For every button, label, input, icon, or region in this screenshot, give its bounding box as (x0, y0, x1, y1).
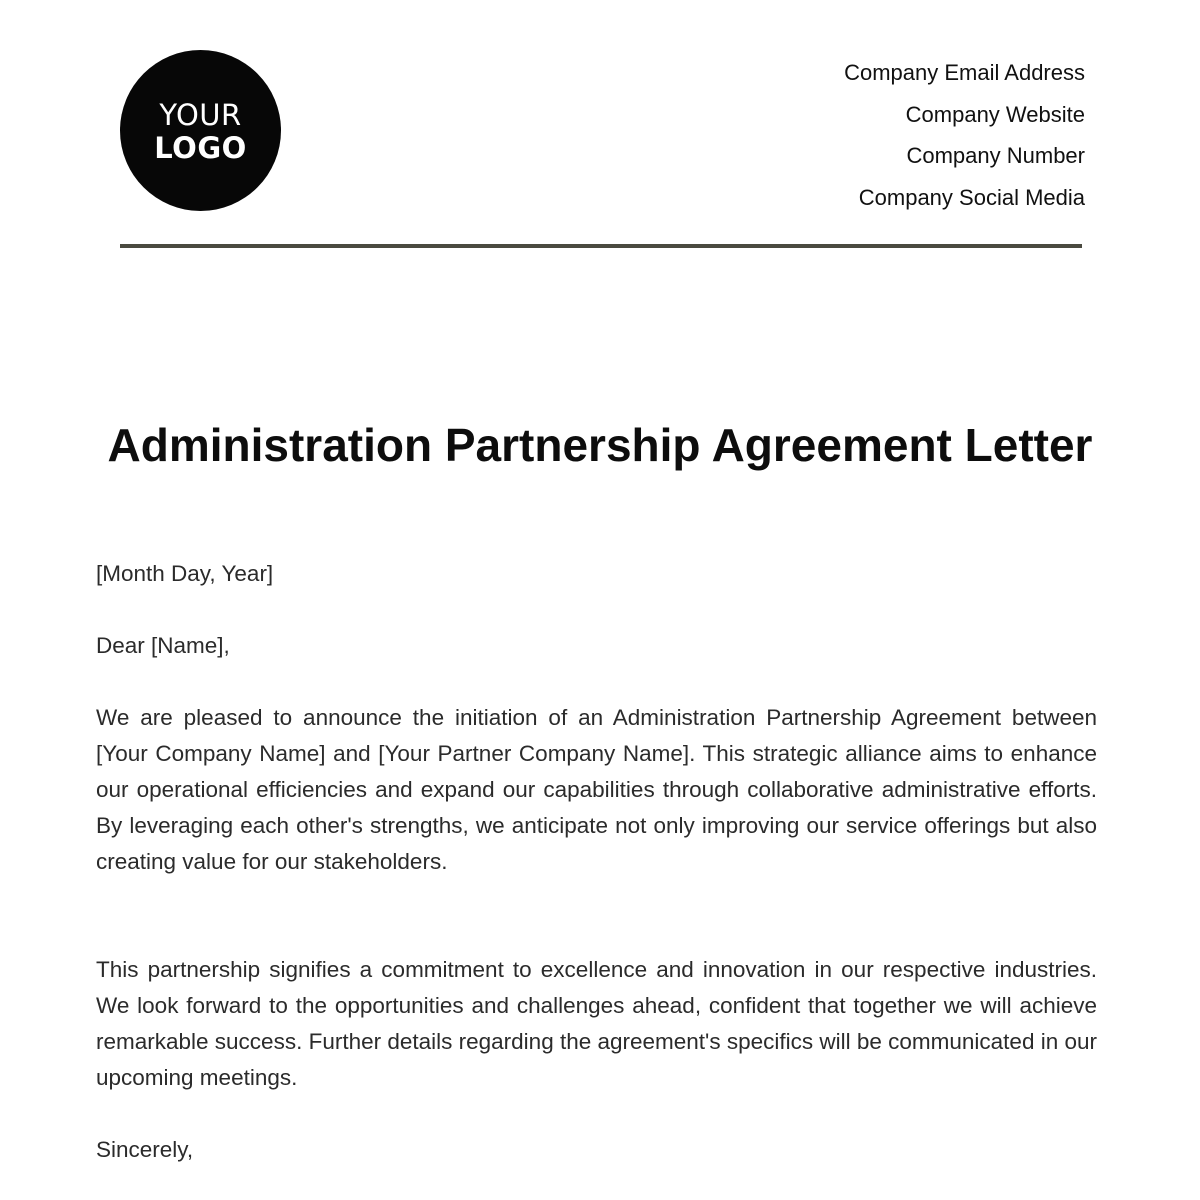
letter-paragraph-1: We are pleased to announce the initiation of an Administration Partnership Agreement between [Your Company Name] and [Your Partner Company Name]. This strategic alliance aims to enhance our operational efficiencies and expand our capabilities through collaborative administrative efforts. By leveraging each other's strengths, we anticipate not only improving our service offerings but also creating value for our stakeholders. (96, 705, 1097, 874)
company-number: Company Number (906, 143, 1085, 169)
letter-closing: Sincerely, (96, 1137, 194, 1162)
header-divider (120, 244, 1082, 248)
letter-paragraph-2: This partnership signifies a commitment to excellence and innovation in our respective industries. We look forward to the opportunities and challenges ahead, confident that together we will achieve remarkable success. Further details regarding the agreement's specifics will be communicated in our upcoming meetings. (96, 957, 1097, 1090)
company-contact-block (844, 52, 1085, 219)
logo-text-logo: LOGO (154, 130, 247, 165)
document-title: Administration Partnership Agreement Letter (107, 419, 1093, 471)
logo-text-your: YOUR (159, 97, 242, 132)
letter-date: [Month Day, Year] (96, 561, 274, 586)
company-email-address: Company Email Address (844, 60, 1085, 85)
company-website: Company Website (905, 101, 1085, 127)
letter-greeting: Dear [Name], (96, 633, 230, 658)
company-social-media: Company Social Media (858, 185, 1085, 211)
company-logo (120, 50, 281, 211)
